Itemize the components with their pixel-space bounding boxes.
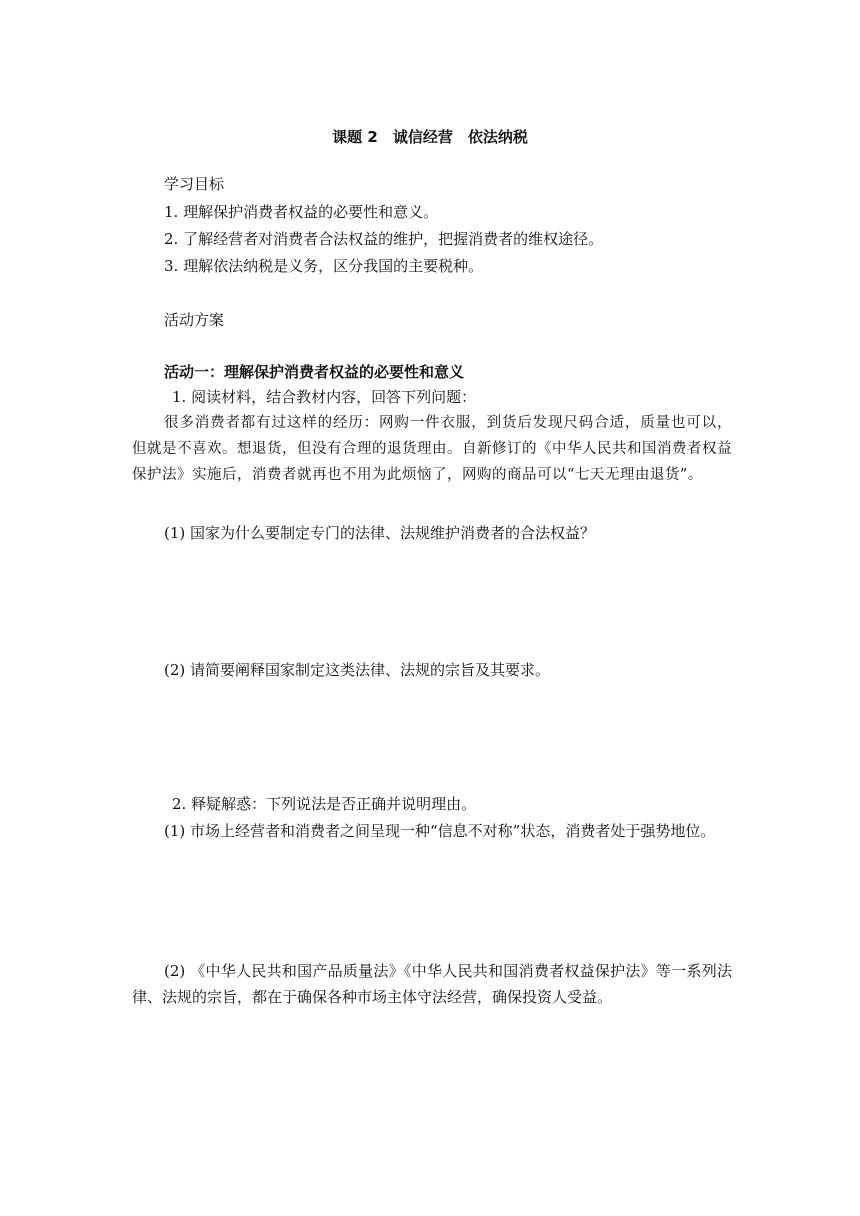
objective-item-1: 1. 理解保护消费者权益的必要性和意义。 <box>164 203 439 221</box>
activity1-heading: 活动一：理解保护消费者权益的必要性和意义 <box>164 363 465 381</box>
statement-1: (1) 市场上经营者和消费者之间呈现一种“信息不对称”状态，消费者处于强势地位。 <box>164 822 716 840</box>
activity1-task2: 2. 释疑解惑：下列说法是否正确并说明理由。 <box>172 795 477 813</box>
objectives-heading: 学习目标 <box>164 175 225 193</box>
question-2: (2) 请简要阐释国家制定这类法律、法规的宗旨及其要求。 <box>164 661 551 679</box>
plan-heading: 活动方案 <box>164 311 225 329</box>
reading-material: 很多消费者都有过这样的经历：网购一件衣服，到货后发现尺码合适，质量也可以，但就是不喜欢。想退货，但没有合理的退货理由。自新修订的《中华人民共和国消费者权益保护法》实施后，消费者就再也不用为此烦恼了，网购的商品可以“七天无理由退货”。 <box>132 415 732 483</box>
objective-item-3: 3. 理解依法纳税是义务，区分我国的主要税种。 <box>164 257 484 275</box>
statement-2: (2) 《中华人民共和国产品质量法》《中华人民共和国消费者权益保护法》等一系列法律、法规的宗旨，都在于确保各种市场主体守法经营，确保投资人受益。 <box>132 962 732 1006</box>
activity1-task1: 1. 阅读材料，结合教材内容，回答下列问题： <box>172 388 477 406</box>
objective-item-2: 2. 了解经营者对消费者合法权益的维护，把握消费者的维权途径。 <box>164 230 604 248</box>
page-title: 课题 2 诚信经营 依法纳税 <box>332 128 528 146</box>
question-1: (1) 国家为什么要制定专门的法律、法规维护消费者的合法权益？ <box>164 524 596 542</box>
